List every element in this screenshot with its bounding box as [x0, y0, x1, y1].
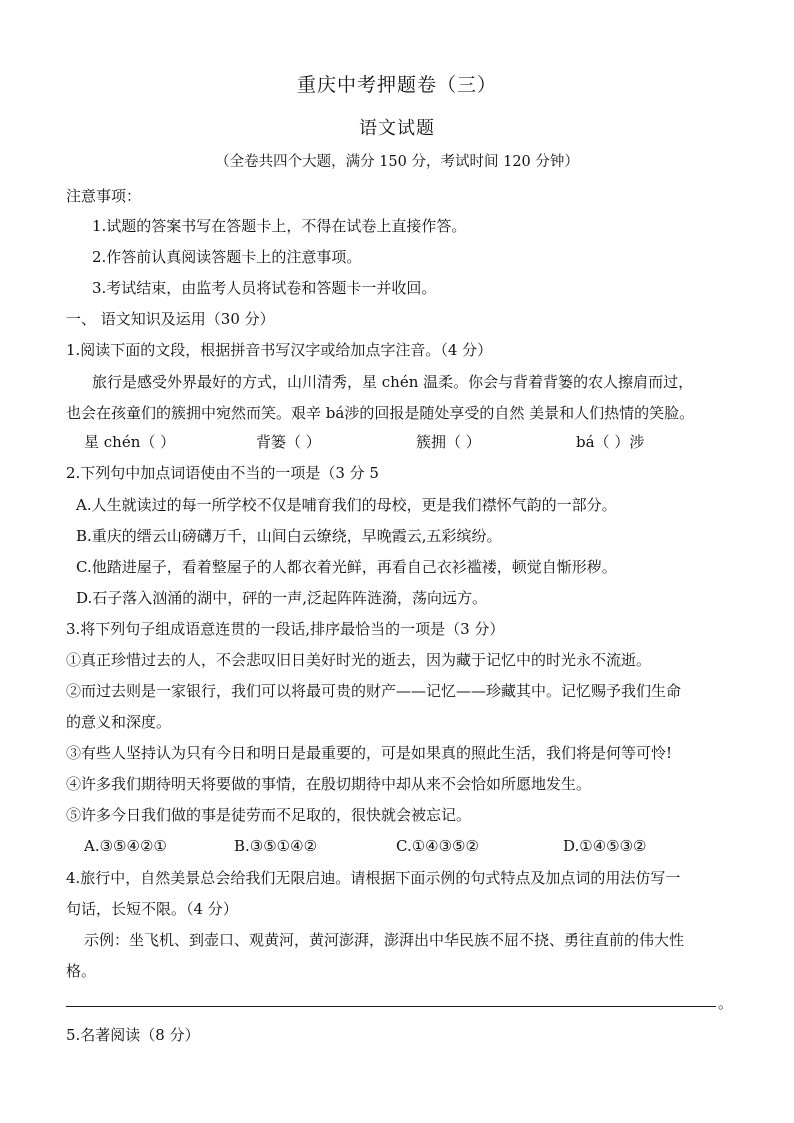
question-1-passage: 旅行是感受外界最好的方式，山川清秀，星 chén 温柔。你会与背着背篓的农人擦肩而过，: [92, 373, 694, 391]
question-4-stem: 句话，长短不限。（4 分）: [66, 900, 238, 918]
blank-item: 背篓（ ）: [256, 433, 321, 451]
question-3-sentence: ③有些人坚持认为只有今日和明日是最重要的，可是如果真的照此生活，我们将是何等可怜!: [66, 744, 673, 762]
answer-line-end: 。: [718, 994, 734, 1012]
question-1-passage: 也会在孩童们的簇拥中宛然而笑。艰辛 bá涉的回报是随处享受的自然 美景和人们热情的笑脸。: [66, 404, 695, 422]
question-3-stem: 3.将下列句子组成语意连贯的一段话,排序最恰当的一项是（3 分）: [66, 620, 505, 638]
blank-item: bá（ ）涉: [576, 433, 645, 451]
notice-heading: 注意事项：: [66, 187, 142, 205]
question-3-sentence: ⑤许多今日我们做的事是徒劳而不足取的，很快就会被忘记。: [66, 806, 472, 824]
exam-info: （全卷共四个大题，满分 150 分，考试时间 120 分钟）: [215, 154, 579, 170]
question-4-example: 格。: [66, 962, 97, 980]
question-2-option: B.重庆的缙云山磅礴万千，山间白云缭绕，早晚霞云,五彩缤纷。: [76, 527, 502, 545]
question-1-stem: 1.阅读下面的文段，根据拼音书写汉字或给加点字注音。（4 分）: [66, 341, 493, 359]
question-2-option: C.他踏进屋子，看着整屋子的人都衣着光鲜，再看自己衣衫褴褛，顿觉自惭形秽。: [76, 558, 617, 576]
question-3-sentence: ②而过去则是一家银行，我们可以将最可贵的财产——记忆——珍藏其中。记忆赐予我们生命: [66, 682, 682, 700]
notice-item: 3.考试结束，由监考人员将试卷和答题卡一并收回。: [92, 279, 437, 297]
notice-item: 1.试题的答案书写在答题卡上，不得在试卷上直接作答。: [92, 217, 467, 235]
question-4-stem: 4.旅行中，自然美景总会给我们无限启迪。请根据下面示例的句式特点及加点词的用法仿写一: [66, 869, 681, 887]
blank-item: 星 chén（ ）: [84, 433, 176, 451]
question-3-sentence: 的意义和深度。: [66, 713, 172, 731]
exam-title: 重庆中考押题卷（三）: [296, 74, 497, 96]
question-3-option: A.③⑤④②①: [84, 837, 167, 855]
question-3-option: D.①④⑤③②: [563, 837, 647, 855]
question-2-option: D.石子落入汹涌的湖中，砰的一声,泛起阵阵涟漪，荡向远方。: [76, 589, 488, 607]
notice-item: 2.作答前认真阅读答题卡上的注意事项。: [92, 248, 362, 266]
blank-item: 簇拥（ ）: [416, 433, 481, 451]
question-2-stem: 2.下列句中加点词语使由不当的一项是（3 分 5: [66, 464, 379, 482]
question-3-option: C.①④③⑤②: [396, 837, 479, 855]
question-5-stem: 5.名著阅读（8 分）: [66, 1026, 200, 1044]
question-2-option: A.人生就读过的每一所学校不仅是哺育我们的母校，更是我们襟怀气韵的一部分。: [76, 496, 617, 514]
question-4-example: 示例：坐飞机、到壶口、观黄河，黄河澎湃，澎湃出中华民族不屈不挠、勇往直前的伟大性: [84, 931, 685, 949]
answer-line[interactable]: [66, 1006, 716, 1007]
exam-subject: 语文试题: [359, 118, 435, 139]
question-3-sentence: ④许多我们期待明天将要做的事情，在殷切期待中却从来不会恰如所愿地发生。: [66, 775, 592, 793]
question-3-sentence: ①真正珍惜过去的人，不会悲叹旧日美好时光的逝去，因为藏于记忆中的时光永不流逝。: [66, 651, 652, 669]
section-heading: 一、 语文知识及运用（30 分）: [66, 310, 275, 328]
question-3-option: B.③⑤①④②: [234, 837, 318, 855]
